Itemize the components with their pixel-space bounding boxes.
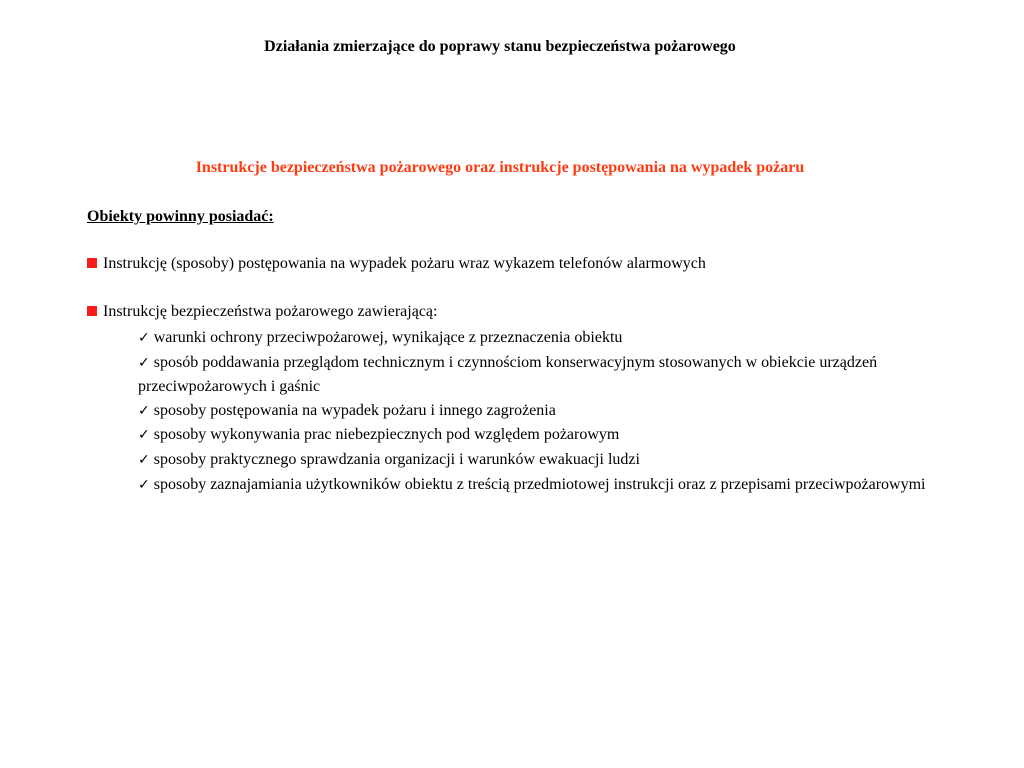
checklist-item-text: sposób poddawania przeglądom technicznym i czynnościom konserwacyjnym stosowanych w obiekcie urządzeń przeciwpożarowych i gaśnic [138, 353, 878, 396]
checkmark-icon: ✓ [138, 402, 150, 419]
checklist-item [138, 399, 928, 424]
checklist-item [138, 351, 928, 399]
checklist-item-text: sposoby zaznajamiania użytkowników obiektu z treścią przedmiotowej instrukcji oraz z przepisami przeciwpożarowymi [153, 475, 926, 493]
section-heading: Obiekty powinny posiadać: [87, 208, 274, 225]
checklist-item [138, 448, 928, 473]
square-bullet-icon [87, 258, 97, 268]
checkmark-icon: ✓ [138, 330, 150, 346]
checkmark-icon: ✓ [138, 354, 150, 371]
checkmark-icon: ✓ [138, 451, 150, 468]
checkmark-icon: ✓ [138, 476, 150, 493]
checkmark-icon: ✓ [138, 427, 150, 444]
bullet-text: Instrukcję (sposoby) postępowania na wypadek pożaru wraz wykazem telefonów alarmowych [103, 255, 706, 272]
checklist [138, 326, 928, 497]
checklist-item [138, 423, 928, 448]
checklist-item [138, 326, 928, 351]
page-title: Działania zmierzające do poprawy stanu bezpieczeństwa pożarowego [264, 38, 736, 55]
checklist-item-text: sposoby wykonywania prac niebezpiecznych pod względem pożarowym [153, 426, 620, 444]
bullet-item-emergency-instructions [87, 254, 706, 274]
checklist-item [138, 473, 928, 498]
subtitle: Instrukcje bezpieczeństwa pożarowego oraz instrukcje postępowania na wypadek pożaru [195, 159, 805, 176]
square-bullet-icon [87, 306, 97, 316]
checklist-item-text: sposoby postępowania na wypadek pożaru i innego zagrożenia [153, 401, 556, 419]
bullet-item-fire-safety-instructions [87, 302, 437, 322]
bullet-text: Instrukcję bezpieczeństwa pożarowego zawierającą: [103, 303, 438, 320]
checklist-item-text: sposoby praktycznego sprawdzania organizacji i warunków ewakuacji ludzi [153, 450, 640, 468]
checklist-item-text: warunki ochrony przeciwpożarowej, wynikające z przeznaczenia obiektu [153, 329, 623, 346]
